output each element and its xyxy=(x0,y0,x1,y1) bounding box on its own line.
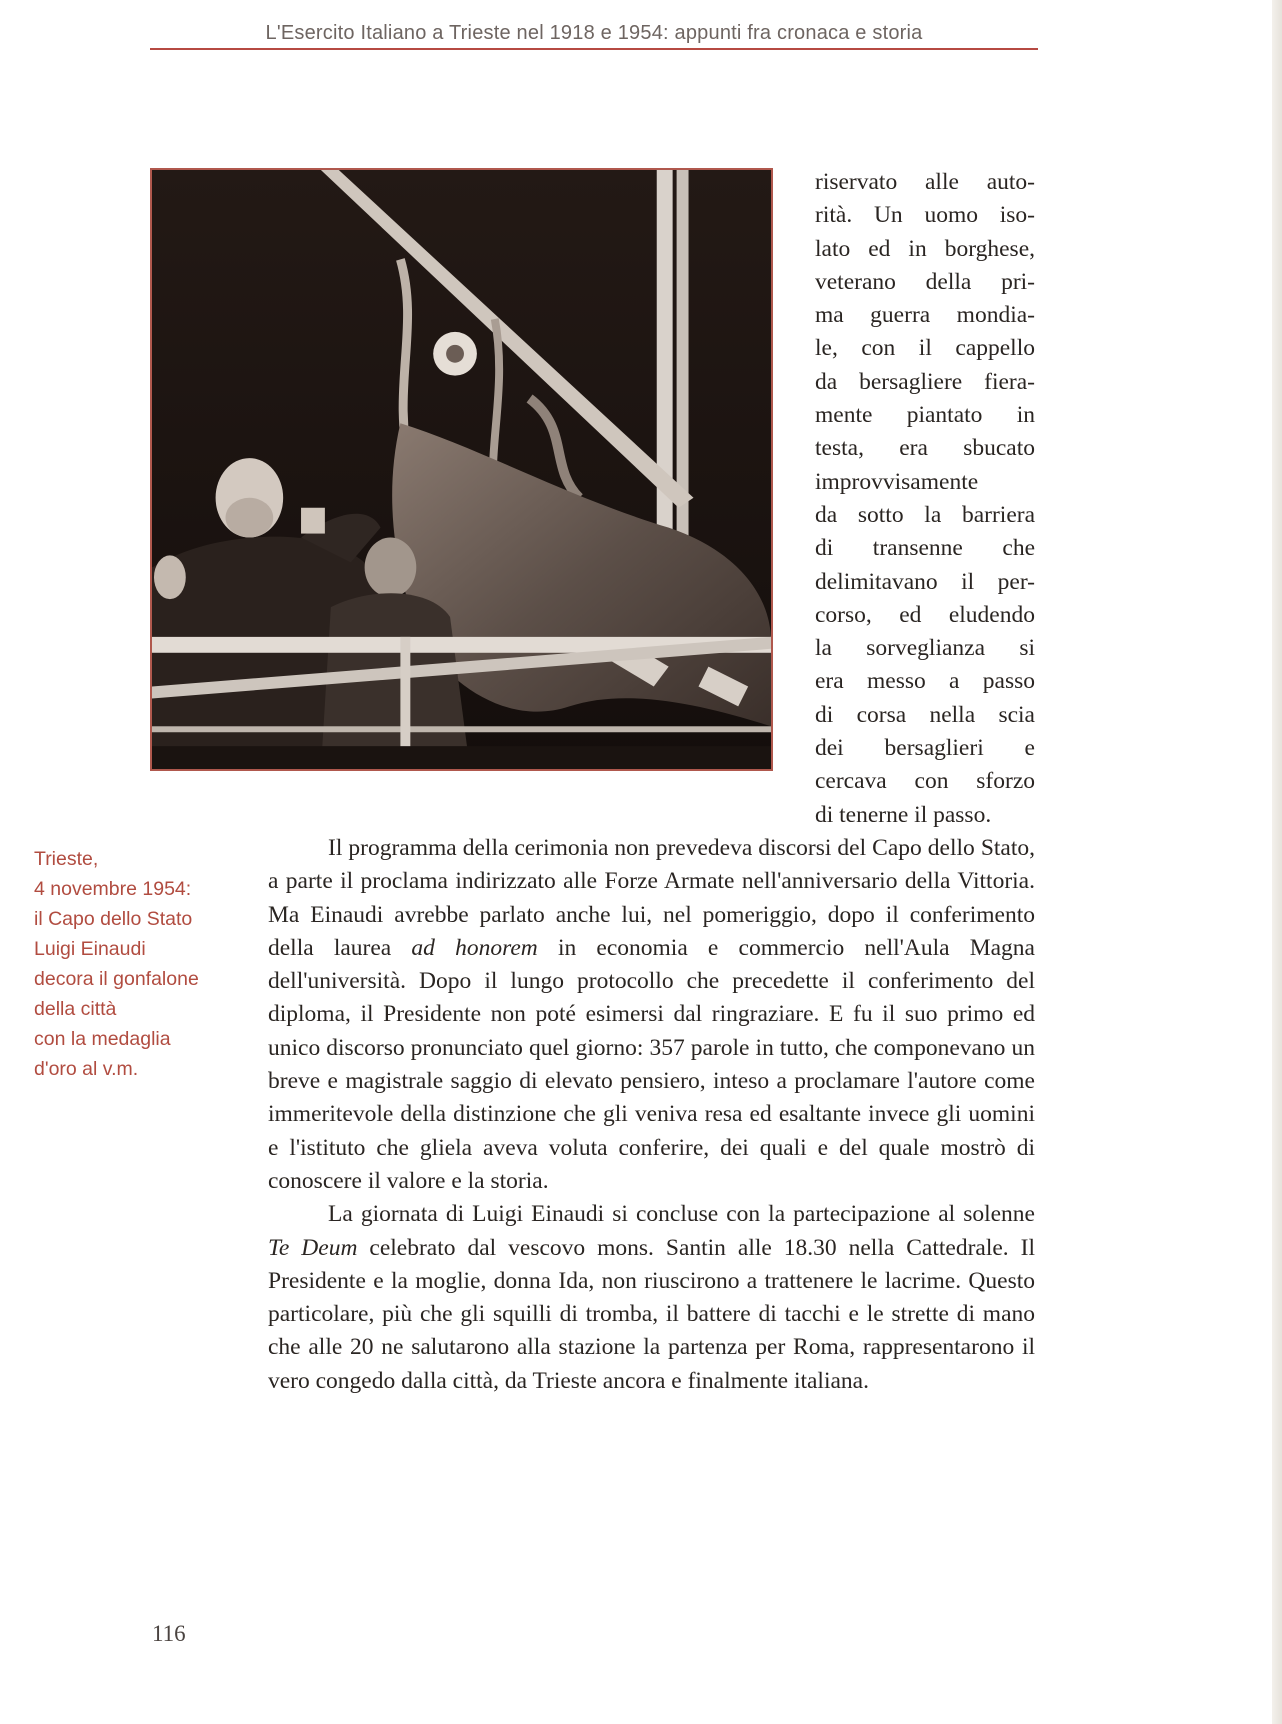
wrap-line: da sotto la barriera xyxy=(815,501,1035,528)
wrap-line: veterano della pri- xyxy=(815,268,1035,295)
paragraph-text: La giornata di Luigi Einaudi si concluse con la partecipazione al solenne xyxy=(328,1201,1035,1228)
wrap-line: testa, era sbucato xyxy=(815,435,1035,462)
figure-photo xyxy=(150,168,773,771)
caption-line: della città xyxy=(34,998,117,1020)
wrap-line: di transenne che xyxy=(815,535,1035,562)
wrap-line: lato ed in borghese, xyxy=(815,235,1035,262)
wrap-line: cercava con sforzo xyxy=(815,768,1035,795)
photo-illustration xyxy=(152,170,771,769)
wrap-line: riservato alle auto- xyxy=(815,169,1035,195)
paragraph xyxy=(268,1198,1035,1398)
wrap-line: delimitavano il per- xyxy=(815,568,1035,595)
wrap-line: dei bersaglieri e xyxy=(815,735,1035,762)
italic-phrase: Te Deum xyxy=(268,1234,358,1261)
italic-phrase: ad honorem xyxy=(411,934,538,961)
wrap-line: la sorveglianza si xyxy=(815,635,1035,662)
paragraph-text: celebrato dal vescovo mons. Santin alle 18.30 nella Cattedrale. Il Presidente e la moglie, donna Ida, non riuscirono a trattenere le lacrime. Questo particolare, più che gli squilli di tromba, il battere di tacchi e le strette di mano che alle 20 ne salutarono alla stazione la partenza per Roma, rappresentarono il vero congedo dalla città, da Trieste ancora e finalmente italiana. xyxy=(268,1234,1035,1394)
wrap-line: di corsa nella scia xyxy=(815,701,1035,728)
caption-line: 4 novembre 1954: xyxy=(34,878,192,900)
wrap-line: corso, ed eludendo xyxy=(815,601,1035,628)
caption-line: d'oro al v.m. xyxy=(34,1058,139,1080)
page-edge-shadow xyxy=(1272,0,1282,1724)
caption-line: con la medaglia xyxy=(34,1028,171,1050)
header-rule xyxy=(150,48,1038,50)
wrap-line: ma guerra mondia- xyxy=(815,302,1035,329)
paragraph-text: Il programma della cerimonia non prevedeva discorsi del Capo dello Stato, a parte il proclama indirizzato alle Forze Armate nell'anniversario della Vittoria. Ma Einaudi avrebbe parlato anche lui, nel pomeriggio, dopo il conferimento della laurea xyxy=(268,835,1035,961)
page-number: 116 xyxy=(152,1621,186,1646)
caption-line: decora il gonfalone xyxy=(34,968,199,990)
wrap-line: di tenerne il passo. xyxy=(815,801,992,828)
wrap-line: mente piantato in xyxy=(815,402,1035,429)
paragraph-text: in economia e commercio nell'Aula Magna dell'università. Dopo il lungo protocollo che precedette il conferimento del diploma, il Presidente non poté esimersi dal ringraziare. E fu il suo primo ed unico discorso pronunciato quel giorno: 357 parole in tutto, che componevano un breve e magistrale saggio di elevato pensiero, inteso a proclamare l'autore come immeritevole della distinzione che gli veniva resa ed esaltante invece gli uomini e l'istituto che gliela aveva voluta conferire, dei quali e del quale mostrò di conoscere il valore e la storia. xyxy=(268,934,1035,1194)
wrap-line: le, con il cappello xyxy=(815,335,1035,362)
wrap-line: da bersagliere fiera- xyxy=(815,368,1035,395)
wrap-line: improvvisamente xyxy=(815,468,979,495)
paragraph xyxy=(268,832,1035,1198)
main-column xyxy=(268,832,1035,1398)
caption-line: Luigi Einaudi xyxy=(34,938,146,960)
running-header: L'Esercito Italiano a Trieste nel 1918 e 1954: appunti fra cronaca e storia xyxy=(265,22,923,44)
wrap-line: era messo a passo xyxy=(815,668,1035,695)
figure-caption xyxy=(34,844,244,1084)
caption-line: il Capo dello Stato xyxy=(34,908,193,930)
wrap-line: rità. Un uomo iso- xyxy=(815,202,1035,229)
caption-line: Trieste, xyxy=(34,848,99,870)
wrap-column xyxy=(815,166,1035,832)
